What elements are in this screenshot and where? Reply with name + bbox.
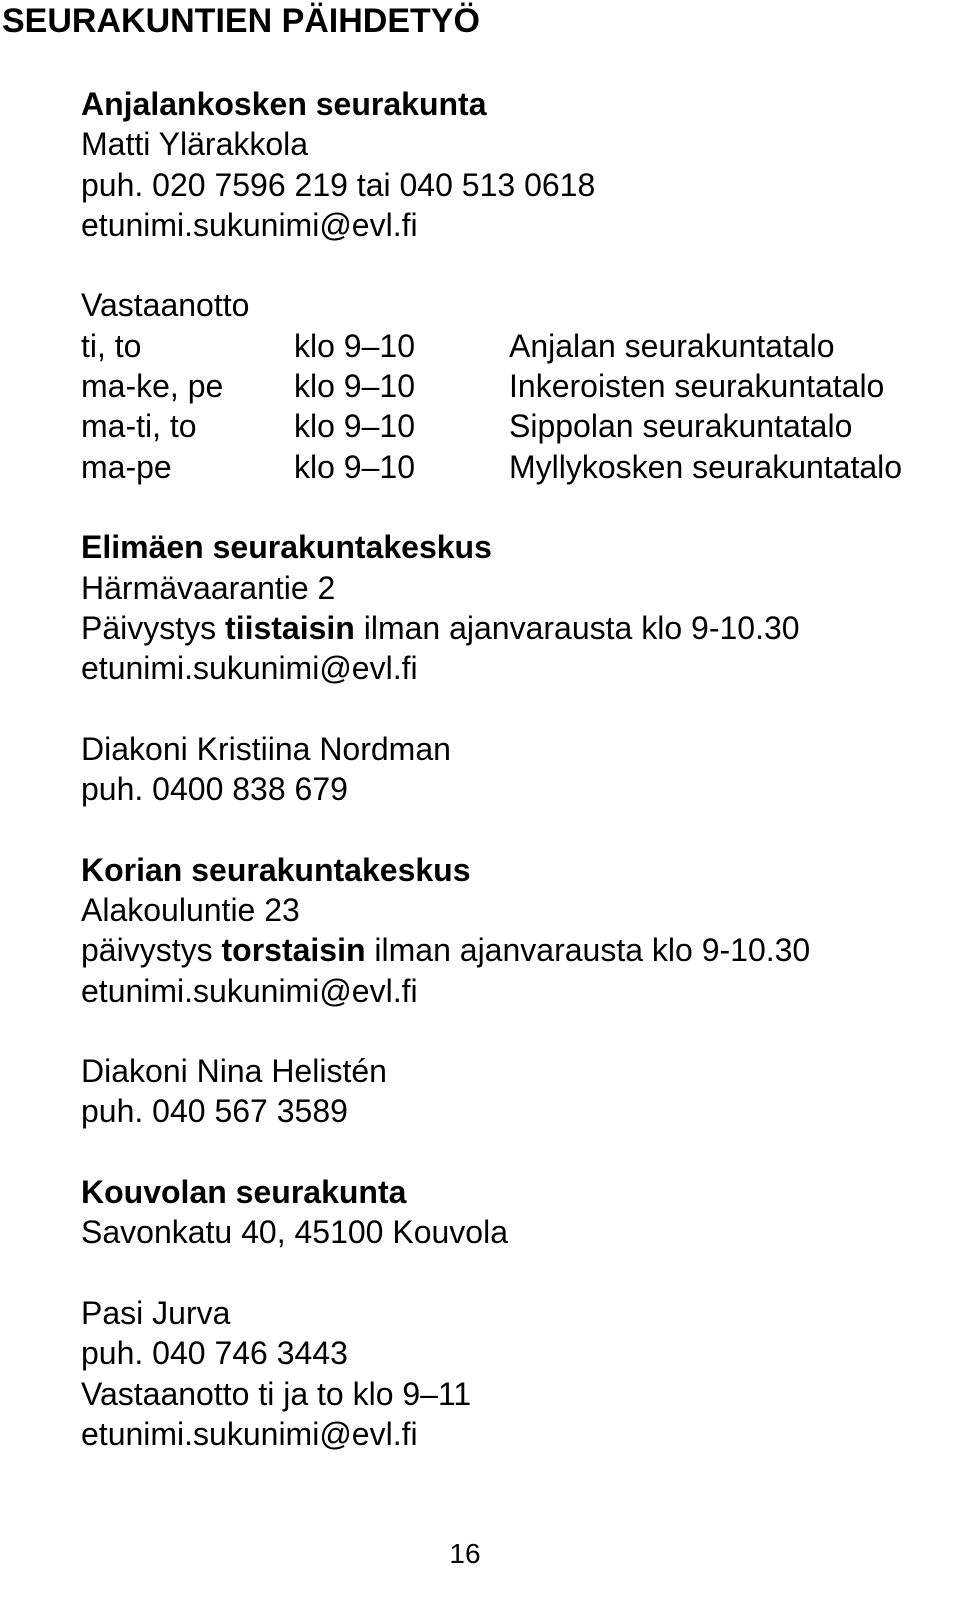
schedule-days: ma-ke, pe (81, 368, 224, 405)
spacer (81, 1253, 951, 1293)
elimaki-address: Härmävaarantie 2 (81, 569, 336, 606)
elimaki-heading: Elimäen seurakuntakeskus (81, 529, 492, 566)
koria-address: Alakouluntie 23 (81, 891, 300, 928)
kouvola-reception: Vastaanotto ti ja to klo 9–11 (81, 1375, 472, 1412)
kouvola-address: Savonkatu 40, 45100 Kouvola (81, 1214, 508, 1251)
schedule-place: Inkeroisten seurakuntatalo (509, 368, 885, 405)
spacer (81, 245, 951, 285)
duty-day: tiistaisin (225, 609, 355, 646)
kouvola-phone: puh. 040 746 3443 (81, 1335, 348, 1372)
koria-duty-hours (81, 930, 951, 970)
page-number: 16 (449, 1538, 481, 1569)
koria-email: etunimi.sukunimi@evl.fi (81, 972, 418, 1009)
schedule-time: klo 9–10 (294, 408, 415, 445)
spacer (81, 487, 951, 527)
schedule-row (81, 326, 951, 366)
spacer (81, 1011, 951, 1051)
reception-schedule (81, 326, 951, 487)
elimaki-duty-hours (81, 608, 951, 648)
kouvola-contact-name: Pasi Jurva (81, 1294, 231, 1331)
anjalankoski-email: etunimi.sukunimi@evl.fi (81, 206, 418, 243)
spacer (81, 809, 951, 849)
schedule-row (81, 366, 951, 406)
elimaki-deacon: Diakoni Kristiina Nordman (81, 730, 451, 767)
schedule-place: Myllykosken seurakuntatalo (509, 448, 903, 485)
schedule-time: klo 9–10 (294, 368, 415, 405)
koria-heading: Korian seurakuntakeskus (81, 851, 471, 888)
schedule-place: Anjalan seurakuntatalo (509, 327, 835, 364)
document-body (81, 84, 951, 1454)
elimaki-phone: puh. 0400 838 679 (81, 771, 348, 808)
reception-label: Vastaanotto (81, 287, 250, 324)
koria-deacon: Diakoni Nina Helistén (81, 1053, 387, 1090)
kouvola-email: etunimi.sukunimi@evl.fi (81, 1415, 418, 1452)
kouvola-heading: Kouvolan seurakunta (81, 1174, 407, 1211)
schedule-days: ti, to (81, 327, 142, 364)
anjalankoski-phone: puh. 020 7596 219 tai 040 513 0618 (81, 166, 596, 203)
schedule-days: ma-ti, to (81, 408, 197, 445)
schedule-row (81, 447, 951, 487)
koria-phone: puh. 040 567 3589 (81, 1093, 348, 1130)
duty-prefix: päivystys (81, 932, 222, 969)
page-title: SEURAKUNTIEN PÄIHDETYÖ (2, 2, 480, 40)
schedule-days: ma-pe (81, 448, 172, 485)
duty-suffix: ilman ajanvarausta klo 9-10.30 (365, 932, 811, 969)
anjalankoski-heading: Anjalankosken seurakunta (81, 86, 487, 122)
schedule-time: klo 9–10 (294, 448, 415, 485)
elimaki-email: etunimi.sukunimi@evl.fi (81, 650, 418, 687)
schedule-row (81, 406, 951, 446)
schedule-place: Sippolan seurakuntatalo (509, 408, 853, 445)
spacer (81, 1132, 951, 1172)
duty-day: torstaisin (221, 932, 366, 969)
duty-suffix: ilman ajanvarausta klo 9-10.30 (354, 609, 800, 646)
schedule-time: klo 9–10 (294, 327, 415, 364)
anjalankoski-contact-name: Matti Ylärakkola (81, 126, 309, 163)
spacer (81, 688, 951, 728)
duty-prefix: Päivystys (81, 609, 226, 646)
